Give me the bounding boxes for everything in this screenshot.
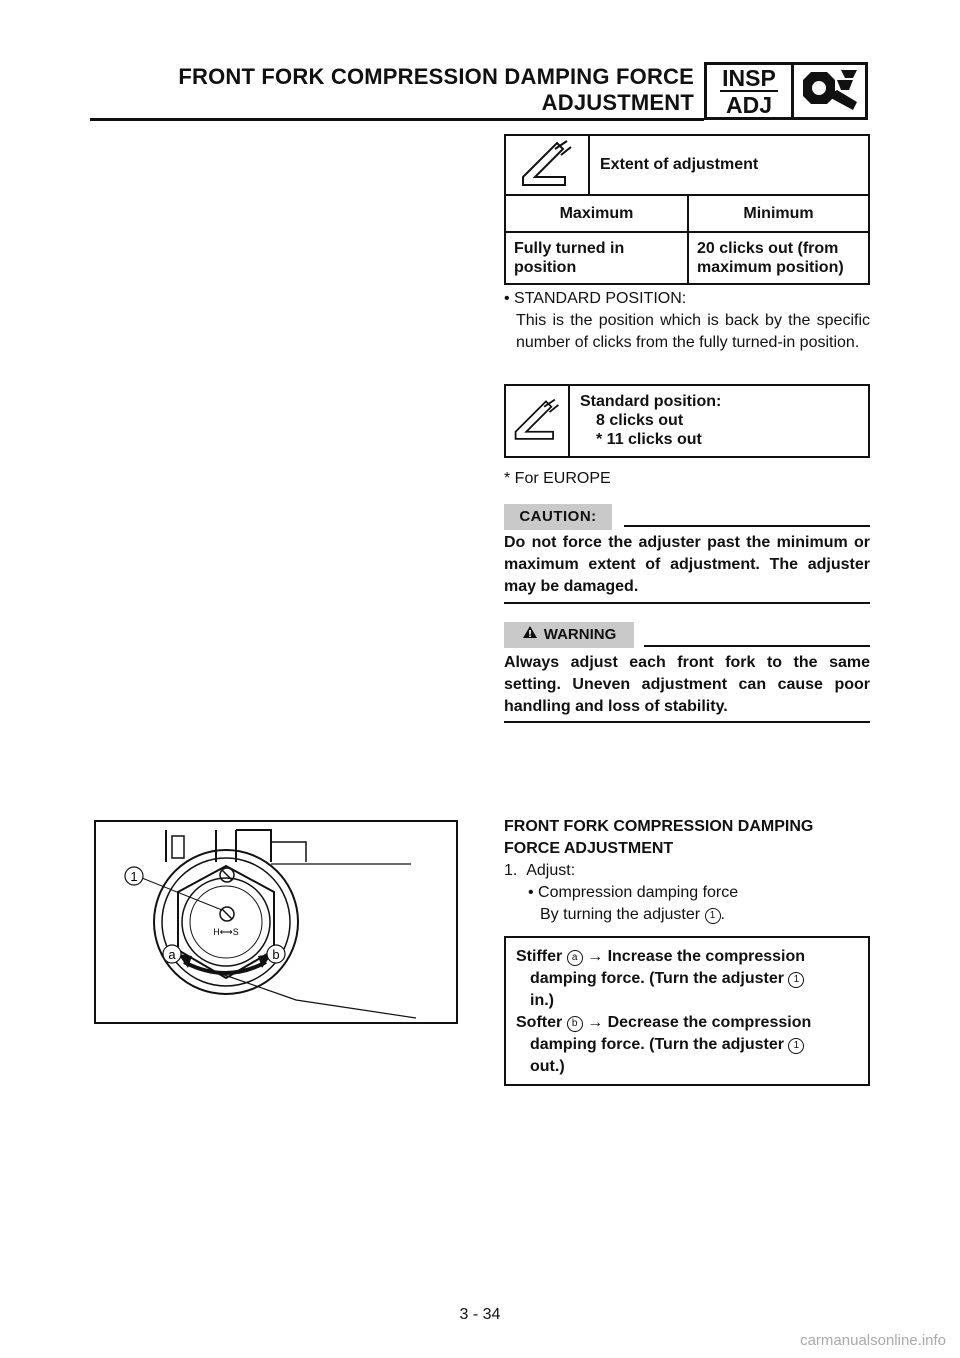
adjuster-figure (94, 820, 458, 1024)
figure-hs-label: H⟷S (213, 927, 239, 937)
page-number: 3 - 34 (459, 1306, 501, 1323)
softer-label: Softer (516, 1014, 563, 1031)
warning-triangle-icon (522, 622, 538, 648)
footnote: * For EUROPE (504, 470, 611, 487)
section-title-line2: FORCE ADJUSTMENT (504, 840, 674, 857)
caliper-icon (506, 386, 570, 456)
figure-label-1: 1 (130, 869, 138, 884)
page-header-title (54, 64, 694, 116)
standard-position-table (504, 384, 870, 458)
standard-bullet: STANDARD POSITION: (514, 290, 687, 307)
section-code (707, 65, 794, 117)
sub-bullet: Compression damping force (538, 884, 739, 901)
ref-1: 1 (788, 1038, 804, 1054)
max-value: Fully turned in position (514, 240, 625, 276)
col-maximum: Maximum (559, 205, 634, 222)
warning-label: WARNING (543, 626, 617, 643)
stiffer-label: Stiffer (516, 948, 563, 965)
col-minimum: Minimum (687, 196, 868, 231)
standard-text: This is the position which is back by the specific number of clicks from the fully turned-in position. (516, 312, 870, 351)
caution-bottom-rule (504, 602, 870, 604)
header-title-line2: ADJUSTMENT (541, 90, 694, 115)
code-insp: INSP (722, 64, 776, 91)
ref-b: b (567, 1016, 583, 1032)
caliper-icon (506, 136, 590, 194)
softer-cont: damping force. (Turn the adjuster (530, 1036, 784, 1053)
code-adj: ADJ (725, 91, 772, 118)
stiffer-text: → Increase the compression (587, 948, 805, 965)
extent-table (504, 134, 870, 285)
softer-text: → Decrease the compression (587, 1014, 812, 1031)
adjustment-section (504, 816, 870, 926)
warning-label-box (504, 622, 634, 648)
standard-value-europe: * 11 clicks out (596, 431, 702, 448)
wrench-icon (794, 65, 865, 117)
standard-note (504, 288, 870, 354)
caution-rule (624, 525, 870, 527)
figure-label-a: a (168, 947, 176, 962)
watermark: carmanualsonline.info (800, 1332, 946, 1349)
ref-1: 1 (705, 908, 721, 924)
warning-rule (644, 645, 870, 647)
section-code-box (704, 62, 868, 120)
header-title-line1: FRONT FORK COMPRESSION DAMPING FORCE (178, 64, 694, 89)
min-value: 20 clicks out (from maximum position) (687, 233, 868, 283)
sub-end: . (720, 906, 725, 923)
standard-value: 8 clicks out (596, 412, 684, 429)
stiffer-cont: damping force. (Turn the adjuster (530, 970, 784, 987)
warning-text: Always adjust each front fork to the same setting. Uneven adjustment can cause poor handling and loss of stability. (504, 654, 870, 715)
header-rule (90, 118, 704, 121)
ref-1: 1 (788, 972, 804, 988)
bullet: • (504, 290, 515, 307)
standard-heading: Standard position: (580, 393, 722, 410)
ref-a: a (567, 950, 583, 966)
stiffer-end: in.) (530, 992, 554, 1009)
caution-label: CAUTION: (504, 504, 612, 530)
stiffer-softer-box (504, 936, 870, 1086)
warning-bottom-rule (504, 721, 870, 723)
step-text: Adjust: (526, 862, 576, 879)
figure-label-b: b (272, 947, 280, 962)
step-number: 1. (504, 862, 518, 879)
bullet: • (528, 884, 539, 901)
caution-text: Do not force the adjuster past the minimum or maximum extent of adjustment. The adjuster may be damaged. (504, 534, 870, 595)
softer-end: out.) (530, 1058, 565, 1075)
adjuster-illustration (96, 822, 456, 1022)
section-title-line1: FRONT FORK COMPRESSION DAMPING (504, 818, 814, 835)
extent-heading: Extent of adjustment (600, 156, 759, 173)
sub-text: By turning the adjuster (540, 906, 701, 923)
